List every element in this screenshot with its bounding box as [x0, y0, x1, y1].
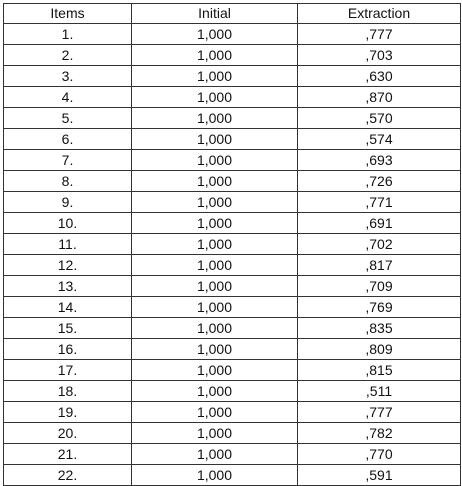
- table-row: [4, 150, 461, 171]
- cell-item: 9.: [4, 192, 132, 213]
- cell-extraction: ,570: [298, 108, 461, 129]
- table-body: [4, 24, 461, 486]
- cell-initial: 1,000: [132, 339, 298, 360]
- cell-extraction: ,769: [298, 297, 461, 318]
- cell-extraction: ,777: [298, 402, 461, 423]
- cell-extraction: ,630: [298, 66, 461, 87]
- cell-extraction: ,770: [298, 444, 461, 465]
- cell-extraction: ,782: [298, 423, 461, 444]
- table-row: [4, 297, 461, 318]
- cell-item: 4.: [4, 87, 132, 108]
- cell-item: 8.: [4, 171, 132, 192]
- cell-extraction: ,726: [298, 171, 461, 192]
- table-row: [4, 255, 461, 276]
- cell-extraction: ,702: [298, 234, 461, 255]
- cell-item: 6.: [4, 129, 132, 150]
- cell-item: 14.: [4, 297, 132, 318]
- table-row: [4, 423, 461, 444]
- header-initial: Initial: [132, 4, 298, 24]
- cell-initial: 1,000: [132, 129, 298, 150]
- cell-extraction: ,693: [298, 150, 461, 171]
- table-row: [4, 24, 461, 45]
- cell-extraction: ,817: [298, 255, 461, 276]
- table-row: [4, 360, 461, 381]
- cell-item: 16.: [4, 339, 132, 360]
- table-row: [4, 402, 461, 423]
- table-row: [4, 192, 461, 213]
- header-items: Items: [4, 4, 132, 24]
- cell-item: 2.: [4, 45, 132, 66]
- cell-initial: 1,000: [132, 402, 298, 423]
- cell-extraction: ,511: [298, 381, 461, 402]
- table-row: [4, 171, 461, 192]
- cell-initial: 1,000: [132, 87, 298, 108]
- cell-initial: 1,000: [132, 255, 298, 276]
- table-header: [4, 4, 461, 24]
- cell-extraction: ,709: [298, 276, 461, 297]
- cell-item: 11.: [4, 234, 132, 255]
- table-row: [4, 444, 461, 465]
- table-row: [4, 381, 461, 402]
- cell-initial: 1,000: [132, 192, 298, 213]
- cell-initial: 1,000: [132, 66, 298, 87]
- cell-initial: 1,000: [132, 276, 298, 297]
- cell-item: 20.: [4, 423, 132, 444]
- cell-extraction: ,574: [298, 129, 461, 150]
- cell-initial: 1,000: [132, 297, 298, 318]
- cell-item: 1.: [4, 24, 132, 45]
- cell-extraction: ,777: [298, 24, 461, 45]
- cell-initial: 1,000: [132, 213, 298, 234]
- cell-extraction: ,591: [298, 465, 461, 486]
- cell-initial: 1,000: [132, 465, 298, 486]
- cell-item: 17.: [4, 360, 132, 381]
- cell-extraction: ,870: [298, 87, 461, 108]
- table-row: [4, 339, 461, 360]
- cell-item: 10.: [4, 213, 132, 234]
- cell-initial: 1,000: [132, 24, 298, 45]
- table-row: [4, 276, 461, 297]
- cell-item: 21.: [4, 444, 132, 465]
- table-row: [4, 108, 461, 129]
- cell-initial: 1,000: [132, 234, 298, 255]
- table-row: [4, 234, 461, 255]
- cell-extraction: ,703: [298, 45, 461, 66]
- cell-initial: 1,000: [132, 318, 298, 339]
- cell-item: 22.: [4, 465, 132, 486]
- table-row: [4, 66, 461, 87]
- table-row: [4, 465, 461, 486]
- table-row: [4, 318, 461, 339]
- cell-item: 15.: [4, 318, 132, 339]
- cell-initial: 1,000: [132, 150, 298, 171]
- table-row: [4, 213, 461, 234]
- cell-extraction: ,771: [298, 192, 461, 213]
- cell-initial: 1,000: [132, 171, 298, 192]
- cell-initial: 1,000: [132, 444, 298, 465]
- cell-initial: 1,000: [132, 360, 298, 381]
- cell-initial: 1,000: [132, 381, 298, 402]
- cell-extraction: ,835: [298, 318, 461, 339]
- header-row: [4, 4, 461, 24]
- cell-extraction: ,809: [298, 339, 461, 360]
- cell-extraction: ,691: [298, 213, 461, 234]
- cell-item: 5.: [4, 108, 132, 129]
- communalities-table: [3, 3, 461, 486]
- cell-initial: 1,000: [132, 45, 298, 66]
- table-row: [4, 45, 461, 66]
- cell-item: 13.: [4, 276, 132, 297]
- cell-item: 19.: [4, 402, 132, 423]
- table-row: [4, 87, 461, 108]
- cell-item: 18.: [4, 381, 132, 402]
- cell-initial: 1,000: [132, 423, 298, 444]
- cell-extraction: ,815: [298, 360, 461, 381]
- cell-initial: 1,000: [132, 108, 298, 129]
- cell-item: 3.: [4, 66, 132, 87]
- cell-item: 7.: [4, 150, 132, 171]
- table-row: [4, 129, 461, 150]
- header-extraction: Extraction: [298, 4, 461, 24]
- cell-item: 12.: [4, 255, 132, 276]
